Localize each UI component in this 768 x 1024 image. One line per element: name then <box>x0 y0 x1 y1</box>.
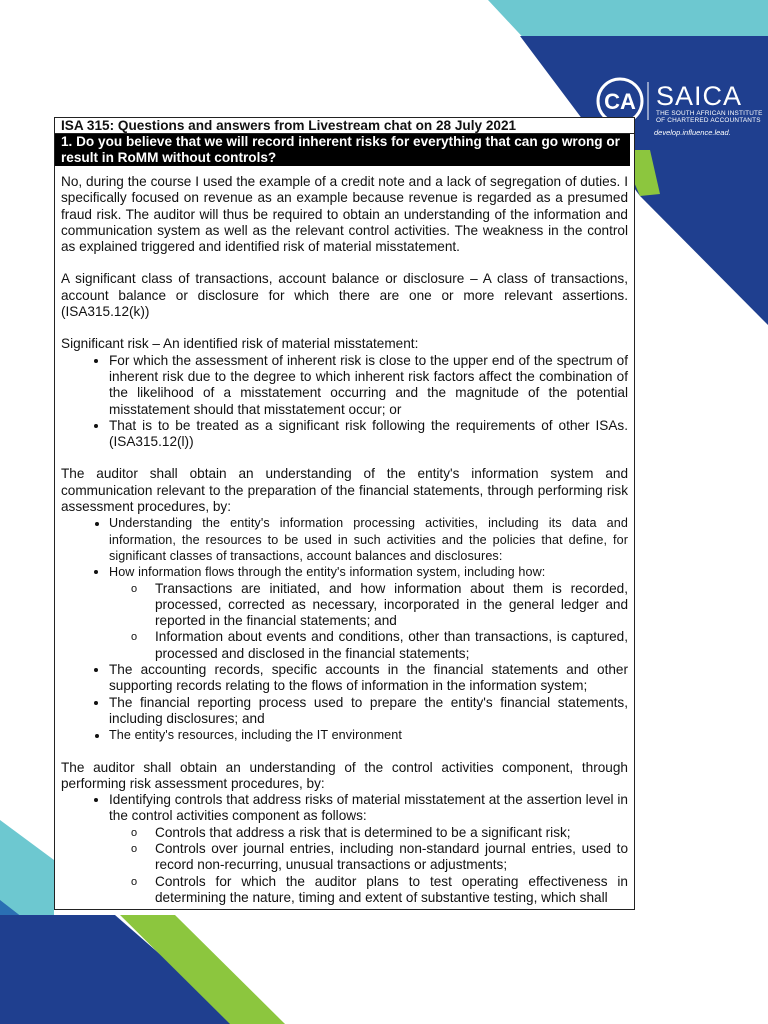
list-item: • The financial reporting process used to prepare the entity's financial statements, including disclosures; and <box>109 695 628 728</box>
list-item-text: Identifying controls that address risks of material misstatement at the assertion level in the control activities component as follows: <box>109 792 628 824</box>
logo-monogram: CA <box>604 89 636 114</box>
saica-wordmark <box>656 82 763 124</box>
control-activities-list <box>61 792 628 906</box>
answer-paragraph-1: No, during the course I used the example of a credit note and a lack of segregation of duties. I specifically focused on revenue as an example because revenue is regarded as a presumed fraud risk. The auditor will thus be required to obtain an understanding of the information and communication system as well as the relevant control activities. The weakness in the control as explained triggered and identified risk of material misstatement. <box>61 174 628 255</box>
information-system-lead: The auditor shall obtain an understanding of the entity's information system and communication relevant to the preparation of the financial statements, through performing risk assessment procedures, by: <box>61 466 628 515</box>
saica-tagline: develop.influence.lead. <box>654 128 731 137</box>
sub-list-item: o Information about events and conditions, other than transactions, is captured, processed and disclosed in the financial statements; <box>155 629 628 662</box>
list-item: • Understanding the entity's information processing activities, including its data and information, the resources to be used in such activities and the policies that define, for significant classes of transactions, account balances and disclosures: <box>109 515 628 564</box>
question-heading: 1. Do you believe that we will record inherent risks for everything that can go wrong or result in RoMM without controls? <box>55 134 630 166</box>
information-system-list <box>61 515 628 743</box>
list-item: • The entity's resources, including the IT environment <box>109 727 628 743</box>
significant-risk-list <box>61 353 628 451</box>
sub-list <box>109 581 628 662</box>
significant-risk-lead: Significant risk – An identified risk of material misstatement: <box>61 336 419 352</box>
document-box <box>54 117 635 910</box>
list-item: • The accounting records, specific accounts in the financial statements and other supporting records relating to the flows of information in the information system; <box>109 662 628 695</box>
list-item-text: How information flows through the entity's information system, including how: <box>109 565 546 580</box>
document-title: ISA 315: Questions and answers from Livestream chat on 28 July 2021 <box>55 118 634 134</box>
sub-list-item: o Transactions are initiated, and how information about them is recorded, processed, corrected as necessary, incorporated in the general ledger and reported in the financial statements; and <box>155 581 628 630</box>
sub-list-item: o Controls that address a risk that is determined to be a significant risk; <box>155 825 628 841</box>
list-item <box>109 564 628 662</box>
list-item: • For which the assessment of inherent risk is close to the upper end of the spectrum of inherent risk due to the degree to which inherent risk factors affect the combination of the likelihood of a misstatement occurring and the magnitude of the potential misstatement should that misstatement occur; or <box>109 353 628 418</box>
list-item: • That is to be treated as a significant risk following the requirements of other ISAs. (ISA315.12(l)) <box>109 418 628 451</box>
answer-content <box>55 166 634 906</box>
sub-list-item: o Controls for which the auditor plans to test operating effectiveness in determining the nature, timing and extent of substantive testing, which shall <box>155 874 628 907</box>
sub-list-item: o Controls over journal entries, including non-standard journal entries, used to record non-recurring, unusual transactions or adjustments; <box>155 841 628 874</box>
answer-paragraph-2: A significant class of transactions, account balance or disclosure – A class of transactions, account balance or disclosure for which there are one or more relevant assertions. (ISA315.12(k)) <box>61 271 628 320</box>
saica-name: SAICA <box>656 81 743 111</box>
saica-subtitle-1: THE SOUTH AFRICAN INSTITUTE <box>656 110 763 117</box>
saica-subtitle-2: OF CHARTERED ACCOUNTANTS <box>656 117 761 124</box>
control-activities-lead: The auditor shall obtain an understanding of the control activities component, through performing risk assessment procedures, by: <box>61 759 628 791</box>
list-item <box>109 792 628 906</box>
sub-list <box>109 825 628 906</box>
